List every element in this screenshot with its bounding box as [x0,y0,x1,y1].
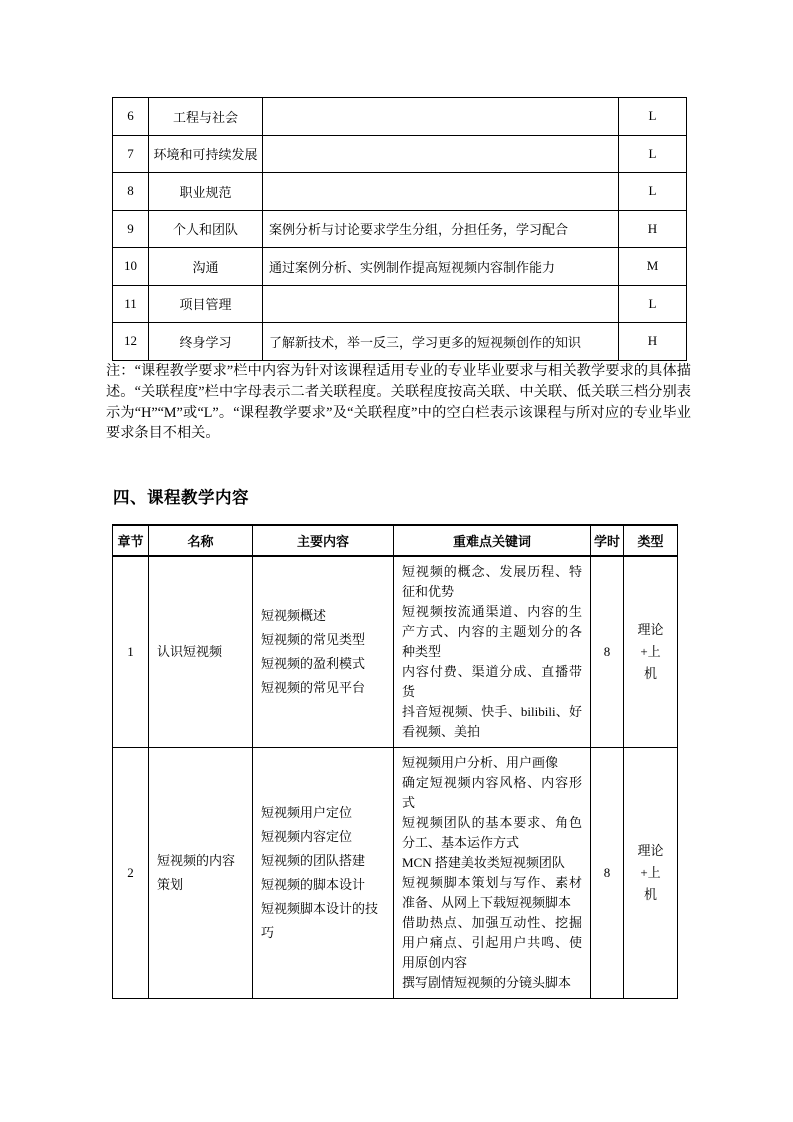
table-row [113,98,687,136]
requirement-no: 7 [113,135,149,173]
main-content-line: 短视频概述 [261,608,327,623]
table-row [113,173,687,211]
teaching-requirement: 了解新技术，举一反三，学习更多的短视频创作的知识 [263,323,619,361]
table-row [113,748,678,999]
header-type: 类型 [624,525,678,556]
header-main-content: 主要内容 [253,525,394,556]
chapter-no: 1 [113,556,149,748]
requirement-no: 11 [113,285,149,323]
table-row [113,323,687,361]
main-content-line: 短视频的常见平台 [261,680,366,695]
keyword-item: 借助热点、加强互动性、挖掘用户痛点、引起用户共鸣、使用原创内容 [402,915,582,970]
course-type: 理论+上机 [624,556,678,748]
requirement-no: 8 [113,173,149,211]
table-row [113,556,678,748]
table-row [113,135,687,173]
keyword-item: 内容付费、渠道分成、直播带货 [402,664,582,699]
main-content-line: 短视频的脚本设计 [261,877,366,892]
requirement-name: 沟通 [149,248,263,286]
main-content-line: 短视频用户定位 [261,805,353,820]
requirement-name: 个人和团队 [149,210,263,248]
relevance-level: L [619,173,687,211]
relevance-level: H [619,210,687,248]
chapter-name: 短视频的内容策划 [149,748,253,999]
requirement-name: 项目管理 [149,285,263,323]
main-content-cell [253,748,394,999]
keyword-item: 短视频脚本策划与写作、素材准备、从网上下载短视频脚本 [402,875,582,910]
main-content-line: 短视频的团队搭建 [261,853,366,868]
requirement-no: 10 [113,248,149,286]
relevance-level: M [619,248,687,286]
keywords-cell [394,748,591,999]
keywords-cell [394,556,591,748]
relevance-level: H [619,323,687,361]
chapter-no: 2 [113,748,149,999]
teaching-requirement: 通过案例分析、实例制作提高短视频内容制作能力 [263,248,619,286]
class-hours: 8 [591,556,624,748]
requirement-no: 6 [113,98,149,136]
section-heading: 四、课程教学内容 [113,489,249,507]
course-type: 理论+上机 [624,748,678,999]
note-paragraph: 注：“课程教学要求”栏中内容为针对该课程适用专业的专业毕业要求与相关教学要求的具体描述。“关联程度”栏中字母表示二者关联程度。关联程度按高关联、中关联、低关联三档分别表示为“H”“M”或“L”。“课程教学要求”及“关联程度”中的空白栏表示该课程与所对应的专业毕业要求条目不相关。 [106,363,691,442]
relevance-level: L [619,98,687,136]
requirement-no: 9 [113,210,149,248]
class-hours: 8 [591,748,624,999]
requirement-no: 12 [113,323,149,361]
teaching-requirement [263,135,619,173]
keyword-item: 短视频用户分析、用户画像 [402,755,559,770]
relevance-level: L [619,135,687,173]
header-keywords: 重难点关键词 [394,525,591,556]
teaching-requirement: 案例分析与讨论要求学生分组，分担任务，学习配合 [263,210,619,248]
main-content-line: 短视频脚本设计的技巧 [261,901,379,940]
keyword-item: 确定短视频内容风格、内容形式 [402,775,582,810]
main-content-line: 短视频的盈利模式 [261,656,366,671]
table-row [113,210,687,248]
header-name: 名称 [149,525,253,556]
course-content-table [112,524,678,999]
requirement-name: 职业规范 [149,173,263,211]
graduation-requirements-table [112,97,687,361]
main-content-cell [253,556,394,748]
keyword-item: 短视频的概念、发展历程、特征和优势 [402,564,582,599]
keyword-item: 撰写剧情短视频的分镜头脚本 [402,975,572,990]
requirement-name: 工程与社会 [149,98,263,136]
keyword-item: 短视频按流通渠道、内容的生产方式、内容的主题划分的各种类型 [402,604,582,659]
header-row [113,525,678,556]
keyword-item: MCN 搭建美妆类短视频团队 [402,855,565,870]
main-content-line: 短视频的常见类型 [261,632,366,647]
teaching-requirement [263,285,619,323]
relevance-level: L [619,285,687,323]
table-row [113,285,687,323]
keyword-item: 抖音短视频、快手、bilibili、好看视频、美拍 [402,704,582,739]
table-row [113,248,687,286]
keyword-item: 短视频团队的基本要求、角色分工、基本运作方式 [402,815,582,850]
teaching-requirement [263,173,619,211]
header-hours: 学时 [591,525,624,556]
main-content-line: 短视频内容定位 [261,829,353,844]
teaching-requirement [263,98,619,136]
chapter-name: 认识短视频 [149,556,253,748]
requirement-name: 终身学习 [149,323,263,361]
requirement-name: 环境和可持续发展 [149,135,263,173]
header-chapter: 章节 [113,525,149,556]
